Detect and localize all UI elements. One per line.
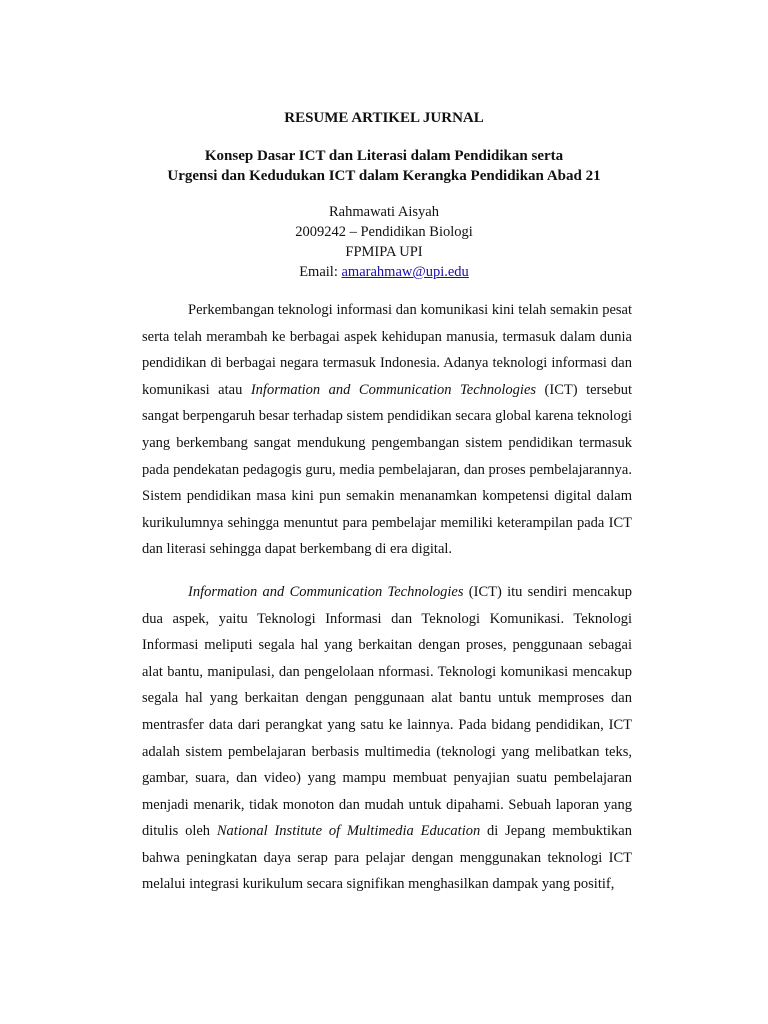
paragraph-2-text-a: (ICT) itu sendiri mencakup dua aspek, yaitu Teknologi Informasi dan Teknologi Komunikasi. Teknologi Informasi meliputi segala hal yang berkaitan dengan proses, penggunaan sebagai alat bantu, manipulasi, dan pengelolaan nformasi. Teknologi komunikasi mencakup segala hal yang berkaitan dengan penggunaan alat bantu untuk memproses dan mentrasfer data dari perangkat yang satu ke lainnya. Pada bidang pendidikan, ICT adalah sistem pembelajaran berbasis multimedia (teknologi yang melibatkan teks, gambar, suara, dan video) yang mampu membuat penyajian suatu pembelajaran menjadi menarik, tidak monoton dan mudah untuk dipahami. Sebuah laporan yang ditulis oleh bbox=[142, 583, 632, 840]
paragraph-2-italic-institute: National Institute of Multimedia Education bbox=[216, 823, 481, 840]
email-link[interactable]: amarahmaw@upi.edu bbox=[341, 264, 469, 280]
email-label: Email: bbox=[299, 264, 342, 280]
article-title-line-2: Urgensi dan Kedudukan ICT dalam Kerangka Pendidikan Abad 21 bbox=[167, 168, 601, 184]
paragraph-1 bbox=[142, 297, 632, 563]
body-text bbox=[142, 297, 632, 898]
author-email-line bbox=[0, 262, 768, 282]
paragraph-2 bbox=[142, 579, 632, 898]
author-name: Rahmawati Aisyah bbox=[329, 204, 439, 220]
author-faculty: FPMIPA UPI bbox=[345, 244, 423, 260]
paragraph-1-text-b: (ICT) tersebut sangat berpengaruh besar terhadap sistem pendidikan secara global karena teknologi yang berkembang sangat mendukung pengembangan sistem pendidikan termasuk pada pendekatan pedagogis guru, media pembelajaran, dan proses pembelajarannya. Sistem pendidikan masa kini pun semakin menanamkan kompetensi digital dalam kurikulumnya sehingga menuntut para pembelajar memiliki keterampilan pada ICT dan literasi sehingga dapat berkembang di era digital. bbox=[142, 381, 632, 558]
article-title-line-1: Konsep Dasar ICT dan Literasi dalam Pendidikan serta bbox=[204, 148, 564, 164]
paragraph-1-italic-term: Information and Communication Technologies bbox=[250, 381, 537, 398]
author-block bbox=[0, 202, 768, 282]
article-title bbox=[0, 146, 768, 186]
paragraph-1-text-a: Perkembangan teknologi informasi dan komunikasi kini telah semakin pesat serta telah merambah ke berbagai aspek kehidupan manusia, termasuk dalam dunia pendidikan di berbagai negara termasuk Indonesia. Adanya teknologi informasi dan komunikasi atau bbox=[142, 302, 632, 398]
document-header bbox=[0, 108, 768, 282]
document-title: RESUME ARTIKEL JURNAL bbox=[284, 110, 484, 126]
paragraph-2-italic-term: Information and Communication Technologies bbox=[188, 583, 464, 600]
author-id-program: 2009242 – Pendidikan Biologi bbox=[295, 224, 473, 240]
paragraph-2-text-b: di Jepang membuktikan bahwa peningkatan daya serap para pelajar dengan menggunakan teknologi ICT melalui integrasi kurikulum secara signifikan menghasilkan dampak yang positif, bbox=[142, 823, 632, 893]
